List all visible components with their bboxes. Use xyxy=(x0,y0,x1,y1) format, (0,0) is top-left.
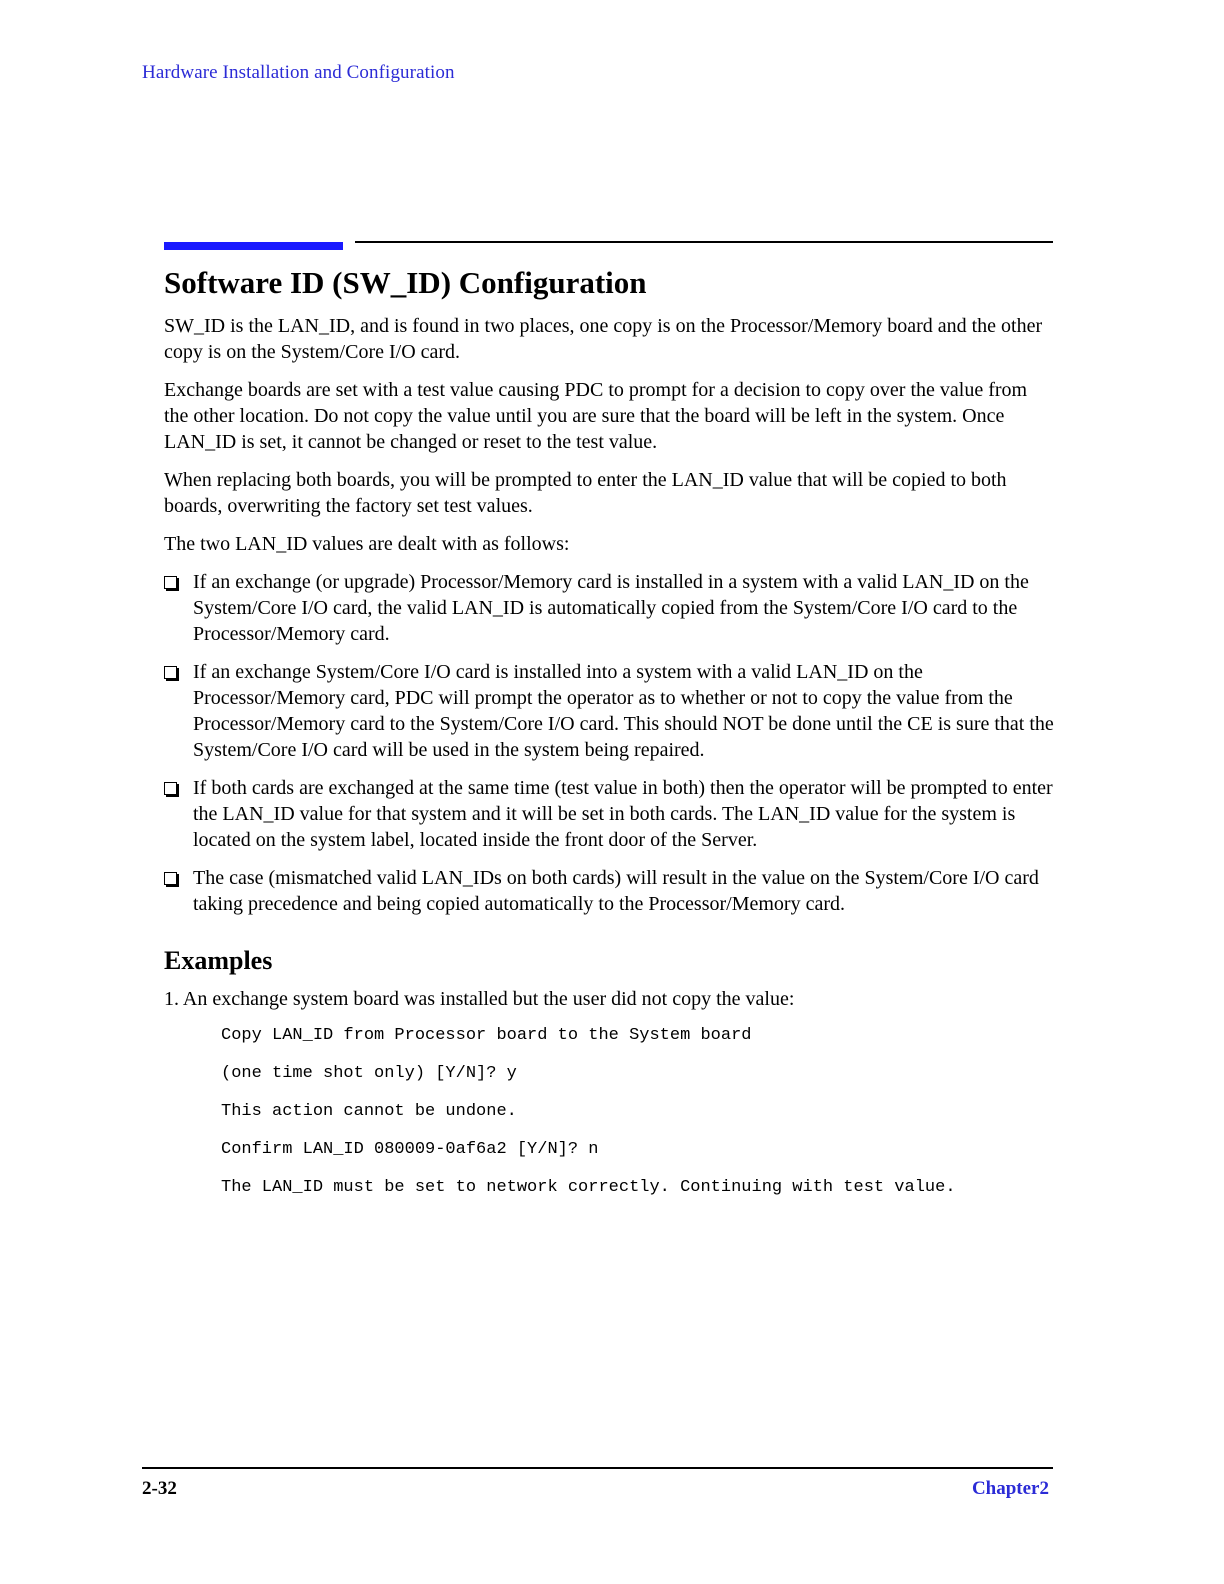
checkbox-bullet-icon xyxy=(164,782,177,795)
bullet-text: If an exchange System/Core I/O card is installed into a system with a valid LAN_ID on the Processor/Memory card, PDC will prompt the operator as to whether or not to copy the value from the Processor/Memory card to the System/Core I/O card. This should NOT be done until the CE is sure that the System/Core I/O card will be used in the system being repaired. xyxy=(193,661,1054,762)
chapter-link[interactable]: Chapter2 xyxy=(971,1478,1049,1499)
paragraph: SW_ID is the LAN_ID, and is found in two places, one copy is on the Processor/Memory board and the other copy is on the System/Core I/O card. xyxy=(164,315,1043,364)
code-line: (one time shot only) [Y/N]? y xyxy=(221,1064,517,1084)
running-header-title: Hardware Installation and Configuration xyxy=(142,62,455,83)
code-block xyxy=(221,1026,1054,1216)
checkbox-bullet-icon xyxy=(164,576,177,589)
bullet-item xyxy=(164,569,1054,647)
paragraph: The two LAN_ID values are dealt with as follows: xyxy=(164,533,570,556)
bullet-item xyxy=(164,659,1054,763)
bullet-item xyxy=(164,865,1054,917)
examples-heading: Examples xyxy=(164,946,273,976)
code-line: This action cannot be undone. xyxy=(221,1102,517,1122)
section-divider-rule xyxy=(355,241,1053,243)
page-number: 2-32 xyxy=(142,1478,177,1499)
main-content xyxy=(164,264,1054,1216)
code-line: Confirm LAN_ID 080009-0af6a2 [Y/N]? n xyxy=(221,1140,599,1160)
checkbox-bullet-icon xyxy=(164,666,177,679)
checkbox-bullet-icon xyxy=(164,872,177,885)
paragraph: When replacing both boards, you will be prompted to enter the LAN_ID value that will be copied to both boards, overwriting the factory set test values. xyxy=(164,469,1007,518)
code-line: Copy LAN_ID from Processor board to the System board xyxy=(221,1026,752,1046)
code-line: The LAN_ID must be set to network correctly. Continuing with test value. xyxy=(221,1178,956,1198)
paragraph: Exchange boards are set with a test value causing PDC to prompt for a decision to copy over the value from the other location. Do not copy the value until you are sure that the board will be left in the system. Once LAN_ID is set, it cannot be changed or reset to the test value. xyxy=(164,379,1028,454)
bullet-text: The case (mismatched valid LAN_IDs on both cards) will result in the value on the System/Core I/O card taking precedence and being copied automatically to the Processor/Memory card. xyxy=(193,867,1039,916)
section-accent-bar xyxy=(164,242,343,250)
section-title: Software ID (SW_ID) Configuration xyxy=(164,265,647,300)
bullet-list xyxy=(164,569,1054,917)
bullet-text: If both cards are exchanged at the same time (test value in both) then the operator will be prompted to enter the LAN_ID value for that system and it will be set in both cards. The LAN_ID value for the system is located on the system label, located inside the front door of the Server. xyxy=(193,777,1053,852)
bullet-text: If an exchange (or upgrade) Processor/Memory card is installed in a system with a valid LAN_ID on the System/Core I/O card, the valid LAN_ID is automatically copied from the System/Core I/O card to the Processor/Memory card. xyxy=(193,571,1029,646)
footer-rule xyxy=(142,1467,1053,1469)
bullet-item xyxy=(164,775,1054,853)
example-item: 1. An exchange system board was installed but the user did not copy the value: xyxy=(164,988,795,1011)
